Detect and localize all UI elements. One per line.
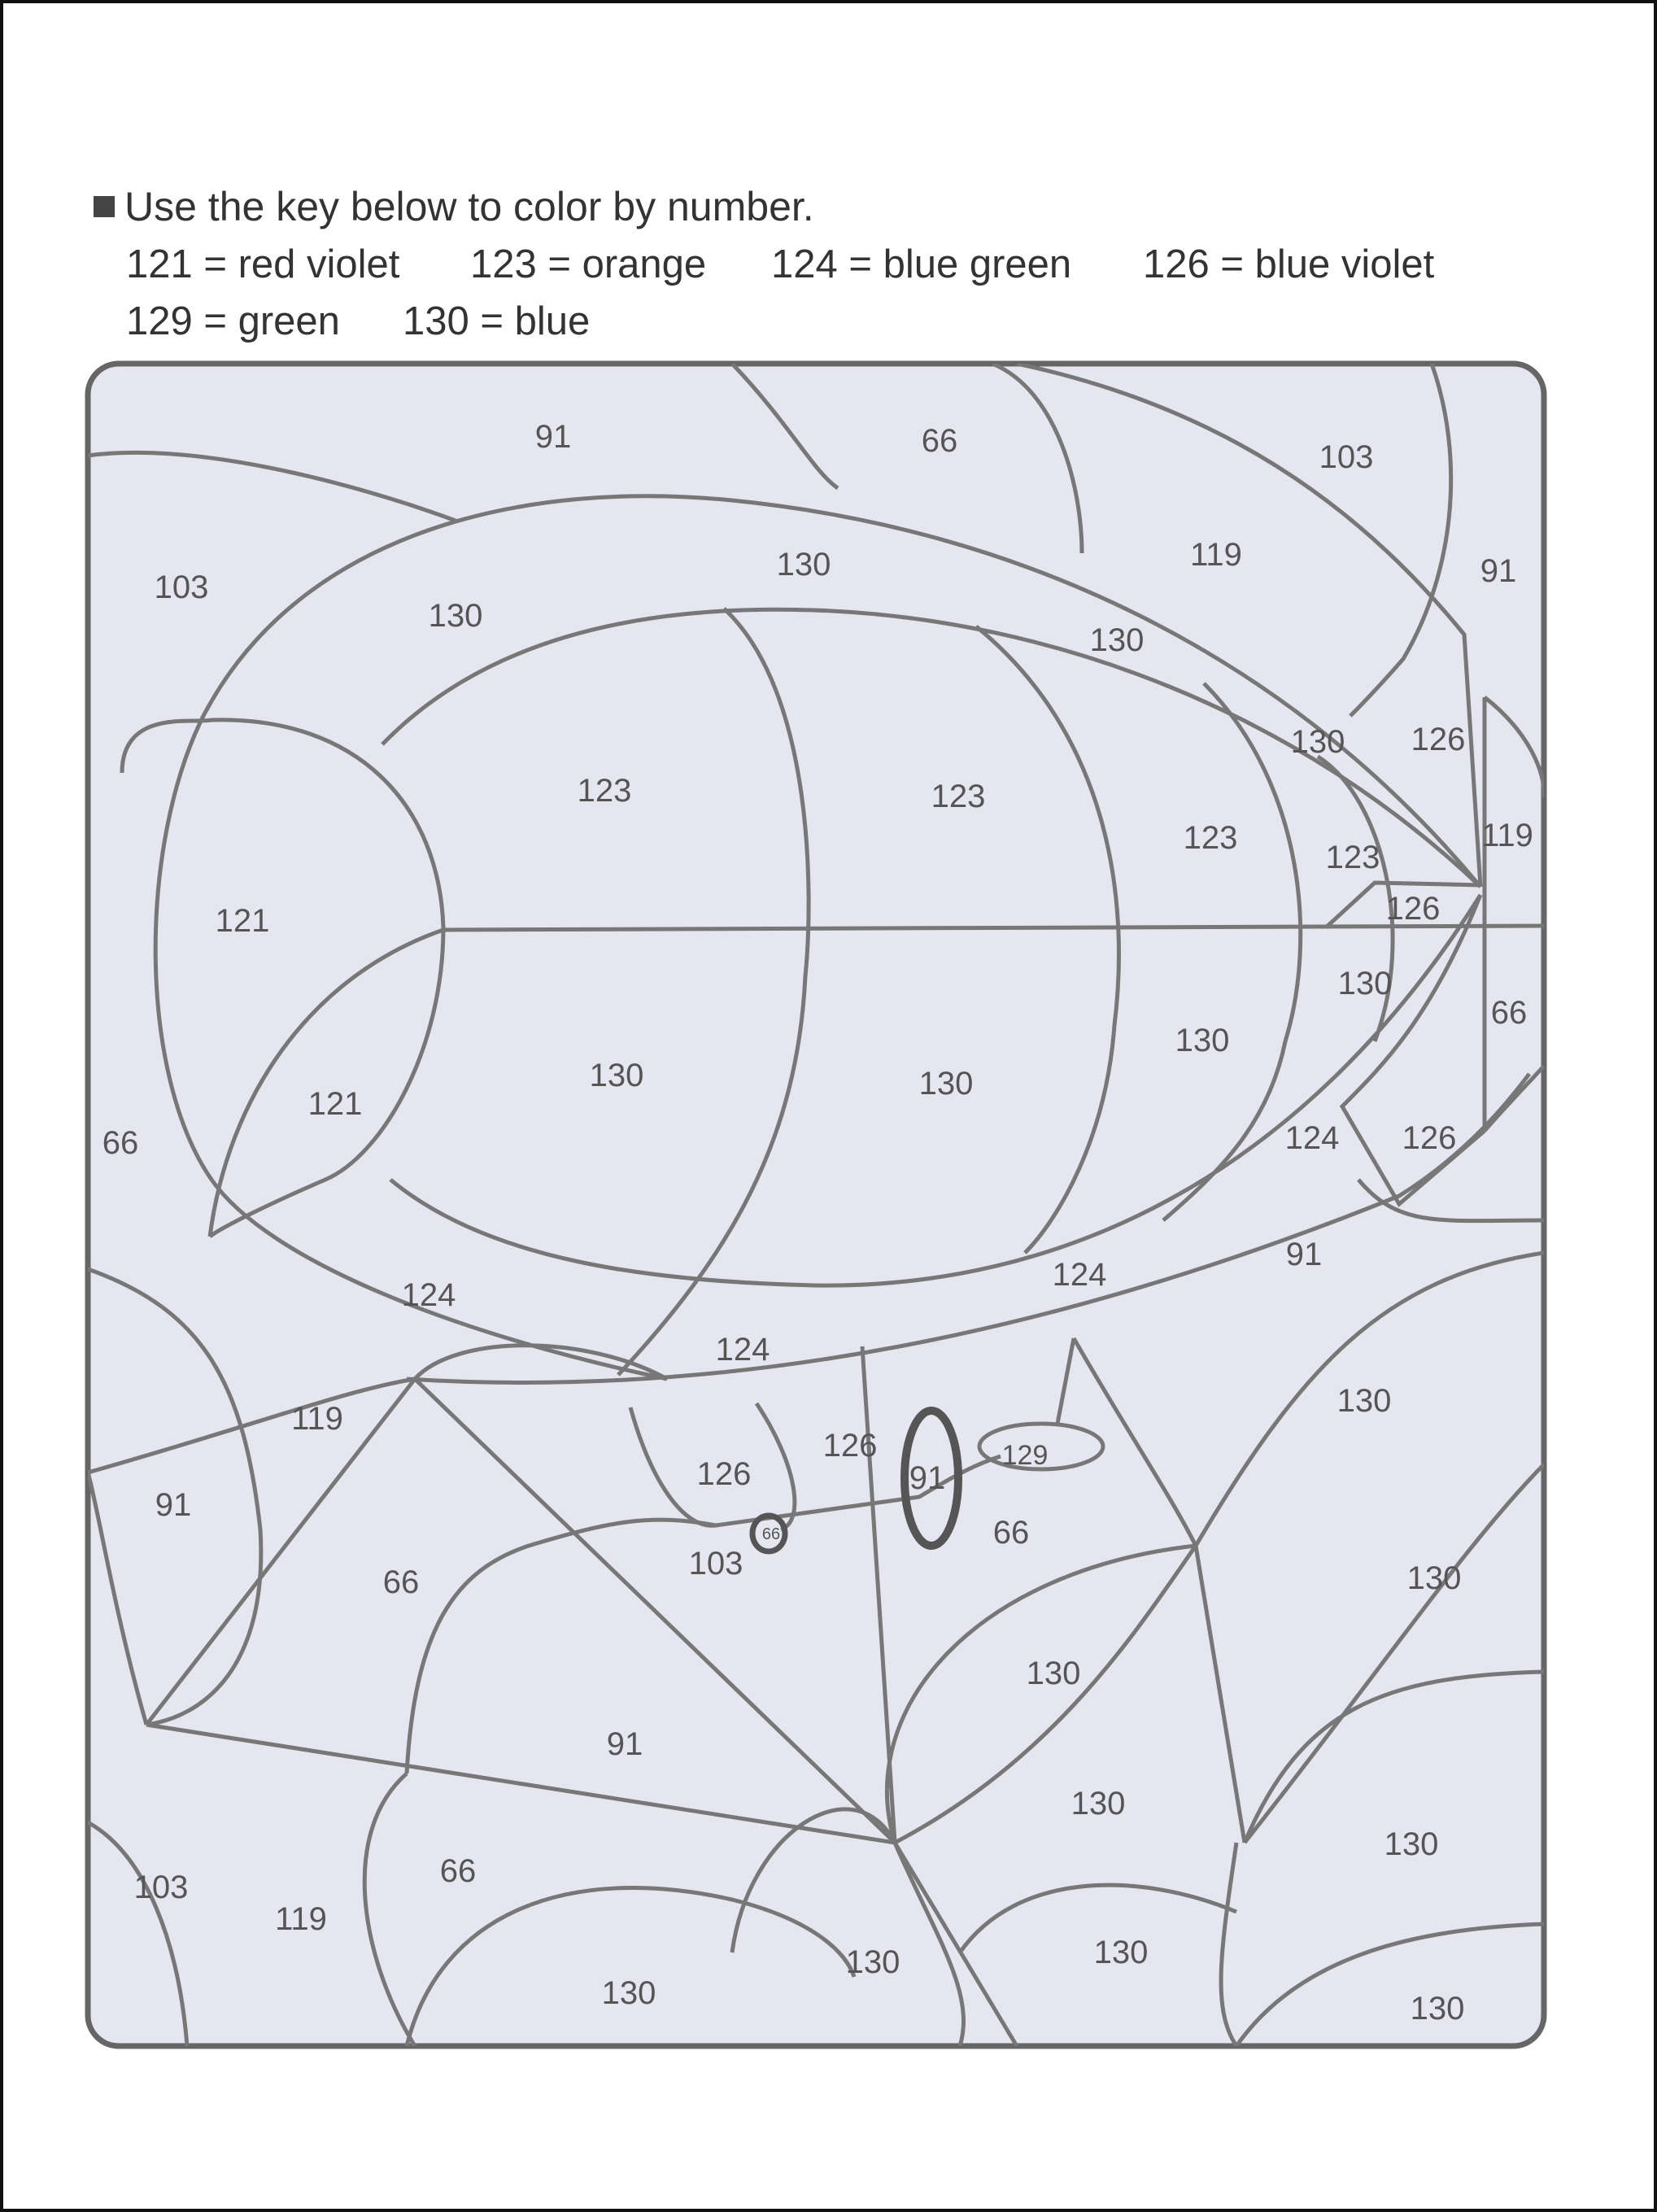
region-number: 66 — [439, 1853, 477, 1889]
region-number: 121 — [307, 1086, 363, 1122]
region-number: 103 — [154, 569, 209, 605]
region-number: 124 — [715, 1332, 770, 1368]
region-number: 124 — [401, 1277, 456, 1313]
region-number: 130 — [589, 1058, 644, 1093]
region-number: 119 — [291, 1401, 343, 1437]
region-number: 126 — [1385, 891, 1441, 927]
region-number: 103 — [1319, 439, 1374, 475]
picture-panel — [88, 364, 1544, 2046]
region-number: 91 — [606, 1726, 643, 1762]
region-number: 130 — [1410, 1991, 1465, 2027]
region-number: 124 — [1052, 1257, 1107, 1293]
region-number: 66 — [102, 1125, 139, 1161]
instruction-text: Use the key below to color by number. — [124, 184, 814, 229]
region-number: 91 — [155, 1487, 192, 1523]
region-number: 119 — [275, 1901, 327, 1937]
region-number: 126 — [1402, 1120, 1457, 1156]
region-number: 66 — [921, 423, 958, 459]
region-number: 130 — [1071, 1786, 1126, 1822]
region-number: 66 — [1490, 995, 1528, 1031]
region-number: 130 — [1026, 1656, 1081, 1691]
region-number: 91 — [1285, 1237, 1323, 1272]
region-number: 130 — [1337, 966, 1393, 1001]
region-number: 91 — [534, 419, 572, 455]
region-number: 103 — [688, 1546, 743, 1582]
region-number: 66 — [382, 1564, 420, 1600]
region-number: 123 — [1183, 820, 1238, 856]
key-entry-129: 129 = green — [126, 299, 340, 343]
region-number: 130 — [1384, 1826, 1439, 1862]
key-entry-130: 130 = blue — [403, 299, 591, 343]
region-number: 119 — [1190, 537, 1242, 573]
region-number: 103 — [133, 1870, 189, 1905]
region-number: 130 — [1093, 1935, 1149, 1970]
region-number: 130 — [845, 1944, 900, 1980]
region-number: 123 — [1325, 840, 1380, 875]
region-number: 91 — [909, 1460, 946, 1496]
region-number: 130 — [1406, 1560, 1462, 1596]
region-number: 126 — [696, 1456, 752, 1492]
region-number: 130 — [601, 1975, 656, 2011]
region-number: 130 — [1089, 622, 1145, 658]
key-entry-123: 123 = orange — [470, 242, 707, 286]
region-number: 129 — [1001, 1440, 1049, 1471]
region-number: 130 — [1175, 1023, 1230, 1058]
region-number: 123 — [931, 779, 986, 814]
region-number: 130 — [1290, 724, 1345, 760]
region-number: 130 — [918, 1066, 974, 1102]
region-number: 130 — [428, 598, 483, 634]
region-number: 66 — [761, 1525, 781, 1543]
region-number: 130 — [776, 547, 831, 582]
region-number: 130 — [1337, 1383, 1392, 1419]
region-number: 119 — [1481, 818, 1533, 853]
region-number: 126 — [822, 1428, 878, 1464]
key-entry-121: 121 = red violet — [126, 242, 400, 286]
region-number: 121 — [215, 903, 270, 939]
region-number: 91 — [1480, 553, 1517, 589]
key-entry-126: 126 = blue violet — [1143, 242, 1435, 286]
region-number: 123 — [577, 773, 632, 809]
key-entry-124: 124 = blue green — [771, 242, 1072, 286]
region-number: 126 — [1411, 722, 1466, 757]
region-number: 66 — [992, 1515, 1030, 1551]
region-number: 124 — [1284, 1120, 1340, 1156]
